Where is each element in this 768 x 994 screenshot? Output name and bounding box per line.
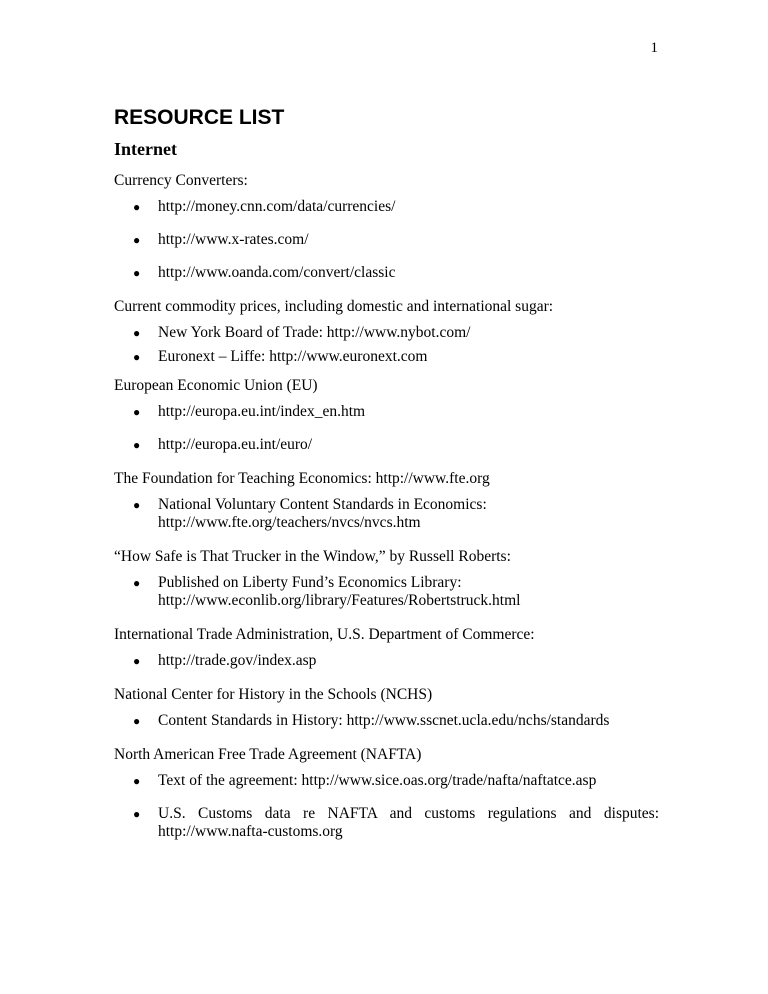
page-title: RESOURCE LIST [114,106,285,129]
bullet-icon: ● [133,233,141,247]
link-list [114,772,659,841]
bullet-icon: ● [133,266,141,280]
bullet-icon: ● [133,807,141,821]
page-number: 1 [650,40,658,56]
bullet-icon: ● [133,714,141,728]
link-text[interactable]: http://www.x-rates.com/ [158,231,309,248]
section-currency-converters [114,171,659,282]
section-subtitle: Internet [114,139,177,159]
bullet-icon: ● [133,350,141,364]
section-nchs [114,685,659,730]
bullet-icon: ● [133,498,141,512]
bullet-icon: ● [133,200,141,214]
section-heading: “How Safe is That Trucker in the Window,” by Russell Roberts: [114,548,511,565]
list-item [114,772,659,790]
list-item [114,231,659,249]
link-list [114,712,659,730]
link-text[interactable]: Text of the agreement: http://www.sice.oas.org/trade/nafta/naftatce.asp [158,772,597,789]
list-item [114,652,659,670]
list-item [114,496,659,532]
section-heading: Currency Converters: [114,172,248,189]
section-european-union [114,376,659,454]
section-heading: International Trade Administration, U.S. Department of Commerce: [114,626,535,643]
document-body [114,105,659,856]
bullet-icon: ● [133,326,141,340]
list-item [114,436,659,454]
section-heading: National Center for History in the Schools (NCHS) [114,686,433,703]
section-nafta [114,745,659,841]
list-item [114,712,659,730]
link-text[interactable]: U.S. Customs data re NAFTA and customs regulations and disputes: http://www.nafta-customs.org [158,805,659,840]
bullet-icon: ● [133,654,141,668]
link-list [114,198,659,282]
list-item [114,805,659,841]
list-item [114,198,659,216]
section-commodity-prices [114,297,659,366]
link-text[interactable]: Content Standards in History: http://www.sscnet.ucla.edu/nchs/standards [158,712,610,729]
link-text[interactable]: http://europa.eu.int/index_en.htm [158,403,366,420]
link-text[interactable]: Published on Liberty Fund’s Economics Library: http://www.econlib.org/library/Features/Robertstruck.html [158,574,521,609]
list-item [114,574,659,610]
list-item [114,324,659,342]
link-list [114,652,659,670]
link-text[interactable]: http://www.oanda.com/convert/classic [158,264,396,281]
section-heading: Current commodity prices, including domestic and international sugar: [114,298,554,315]
section-heading: European Economic Union (EU) [114,377,318,394]
link-text[interactable]: http://trade.gov/index.asp [158,652,317,669]
section-trade-administration [114,625,659,670]
link-list [114,574,659,610]
link-text[interactable]: http://money.cnn.com/data/currencies/ [158,198,396,215]
list-item [114,264,659,282]
link-list [114,324,659,366]
bullet-icon: ● [133,774,141,788]
section-foundation-teaching-economics [114,469,659,532]
section-trucker-article [114,547,659,610]
section-heading: The Foundation for Teaching Economics: http://www.fte.org [114,470,490,487]
list-item [114,403,659,421]
link-text[interactable]: New York Board of Trade: http://www.nybot.com/ [158,324,471,341]
bullet-icon: ● [133,438,141,452]
bullet-icon: ● [133,576,141,590]
list-item [114,348,659,366]
link-text[interactable]: National Voluntary Content Standards in Economics: http://www.fte.org/teachers/nvcs/nvcs.htm [158,496,487,531]
link-text[interactable]: Euronext – Liffe: http://www.euronext.com [158,348,428,365]
link-list [114,403,659,454]
bullet-icon: ● [133,405,141,419]
link-list [114,496,659,532]
section-heading: North American Free Trade Agreement (NAFTA) [114,746,422,763]
link-text[interactable]: http://europa.eu.int/euro/ [158,436,313,453]
